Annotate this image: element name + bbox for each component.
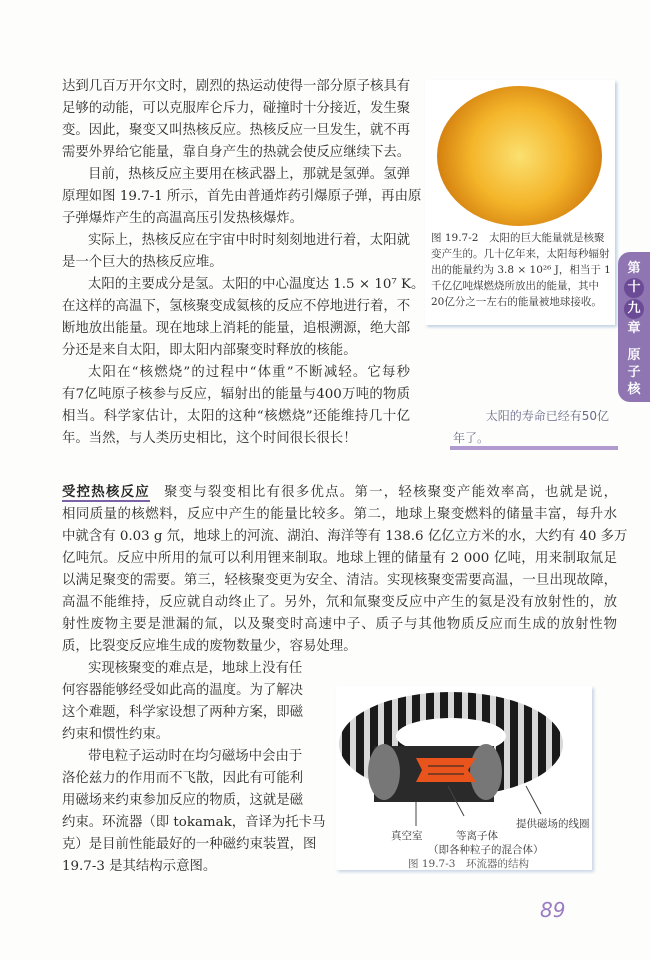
text-line: 相当。科学家估计，太阳的这种“核燃烧”还能维持几十亿 (62, 409, 410, 424)
text-line: 断地放出能量。现在地球上消耗的能量，追根溯源，绝大部 (62, 321, 411, 336)
text-line: 中就含有 0.03 g 氘，地球上的河流、湖泊、海洋等有 138.6 亿亿立方米的水，大约有 40 多万 (62, 529, 628, 544)
figure-caption: 图 19.7-3 环流器的结构 (408, 858, 529, 870)
label-plasma: 等离子体 (456, 830, 498, 842)
label-vacuum-chamber: 真空室 (391, 830, 423, 842)
text-line: 太阳在“核燃烧”的过程中“体重”不断减轻。它每秒 (88, 365, 410, 380)
sun-image (437, 86, 602, 226)
text-line: 聚变与裂变相比有很多优点。第一，轻核聚变产能效率高，也就是说， (163, 485, 618, 500)
text-line: 约束。环流器（即 tokamak，音译为托卡马 (62, 815, 326, 830)
text-line: 亿吨氘。反应中所用的氚可以利用锂来制取。地球上锂的储量有 2 000 亿吨，用来制取氚足 (62, 551, 617, 566)
text-line: 变。因此，聚变又叫热核反应。热核反应一旦发生，就不再 (62, 123, 411, 138)
text-line: 用磁场来约束参加反应的物质，这就是磁 (62, 793, 304, 808)
label-coil: 提供磁场的线圈 (516, 818, 590, 830)
text-line: 质，比裂变反应堆生成的废物数量少，容易处理。 (62, 639, 357, 654)
text-line: 带电粒子运动时在均匀磁场中会由于 (88, 749, 303, 764)
text-line: 洛伦兹力的作用而不飞散，因此有可能利 (62, 771, 304, 786)
text-line: 19.7-3 是其结构示意图。 (62, 859, 217, 874)
text-line: 约束和惯性约束。 (62, 727, 170, 742)
text-line: 在这样的高温下，氢核聚变成氦核的反应不停地进行着，不 (62, 299, 411, 314)
chapter-suffix: 章 (627, 321, 641, 336)
text-line: 分还是来自太阳，即太阳内部聚变时释放的核能。 (62, 343, 357, 358)
chapter-tab[interactable] (618, 252, 650, 402)
text-line: 实际上，热核反应在宇宙中时时刻刻地进行着，太阳就 (88, 233, 410, 248)
text-line: 有7亿吨原子核参与反应，辐射出的能量与400万吨的物质 (62, 387, 410, 402)
chapter-title: 原 (627, 348, 641, 363)
label-plasma-note: （即各种粒子的混合体） (428, 844, 544, 856)
text-line: 原理如图 19.7-1 所示，首先由普通炸药引爆原子弹，再由原 (62, 189, 422, 204)
text-line: 以满足聚变的需要。第三，轻核聚变更为安全、清洁。实现核聚变需要高温，一旦出现故障， (62, 573, 617, 588)
text-line: 达到几百万开尔文时，剧烈的热运动使得一部分原子核具有 (62, 79, 411, 94)
text-line: 需要外界给它能量，靠自身产生的热就会使反应继续下去。 (62, 145, 411, 160)
page-number: 89 (540, 898, 566, 922)
text-line: 高温不能维持，反应就自动终止了。另外，氘和氚聚变反应中产生的氦是没有放射性的，放 (62, 595, 617, 610)
text-line: 足够的动能，可以克服库仑斥力，碰撞时十分接近，发生聚 (62, 101, 411, 116)
margin-note (445, 405, 615, 449)
chapter-number: 十 (624, 278, 644, 298)
text-line: 子弹爆炸产生的高温高压引发热核爆炸。 (62, 211, 304, 226)
margin-note-line: 太阳的寿命已经有50亿 (485, 409, 609, 423)
margin-note-line: 年了。 (453, 431, 490, 445)
chapter-title: 核 (627, 382, 641, 397)
text-line: 太阳的主要成分是氢。太阳的中心温度达 1.5 × 10⁷ K。 (88, 277, 425, 292)
text-line: 实现核聚变的难点是，地球上没有任 (88, 661, 303, 676)
figure-caption: 图 19.7-2 太阳的巨大能量就是核聚变产生的。几十亿年来，太阳每秒辐射出的能量约为 3.8 × 10²⁶ J，相当于 1 千亿亿吨煤燃烧所放出的能量，其中20亿分之一左右的能量被地球接收。 (431, 232, 611, 308)
figure-19-7-2 (425, 80, 615, 325)
text-line: 是一个巨大的热核反应堆。 (62, 255, 223, 270)
text-line: 相同质量的核燃料，反应中产生的能量比较多。第二，地球上聚变燃料的储量丰富，每升水 (62, 507, 617, 522)
chapter-title: 子 (627, 365, 641, 380)
text-line: 射性废物主要是泄漏的氚，以及聚变时高速中子、质子与其他物质反应而生成的放射性物 (62, 617, 617, 632)
section-title: 受控热核反应 (62, 485, 150, 500)
text-line: 这个难题，科学家设想了两种方案，即磁 (62, 705, 304, 720)
chapter-prefix: 第 (627, 261, 641, 276)
text-line: 年。当然，与人类历史相比，这个时间很长很长！ (62, 431, 357, 446)
text-line: 克）是目前性能最好的一种磁约束装置，图 (62, 837, 317, 852)
text-line: 目前，热核反应主要用在核武器上，那就是氢弹。氢弹 (88, 167, 410, 182)
margin-note-divider (450, 446, 618, 450)
text-line: 何容器能够经受如此高的温度。为了解决 (62, 683, 304, 698)
chapter-number: 九 (624, 299, 644, 319)
figure-19-7-3 (336, 686, 592, 870)
